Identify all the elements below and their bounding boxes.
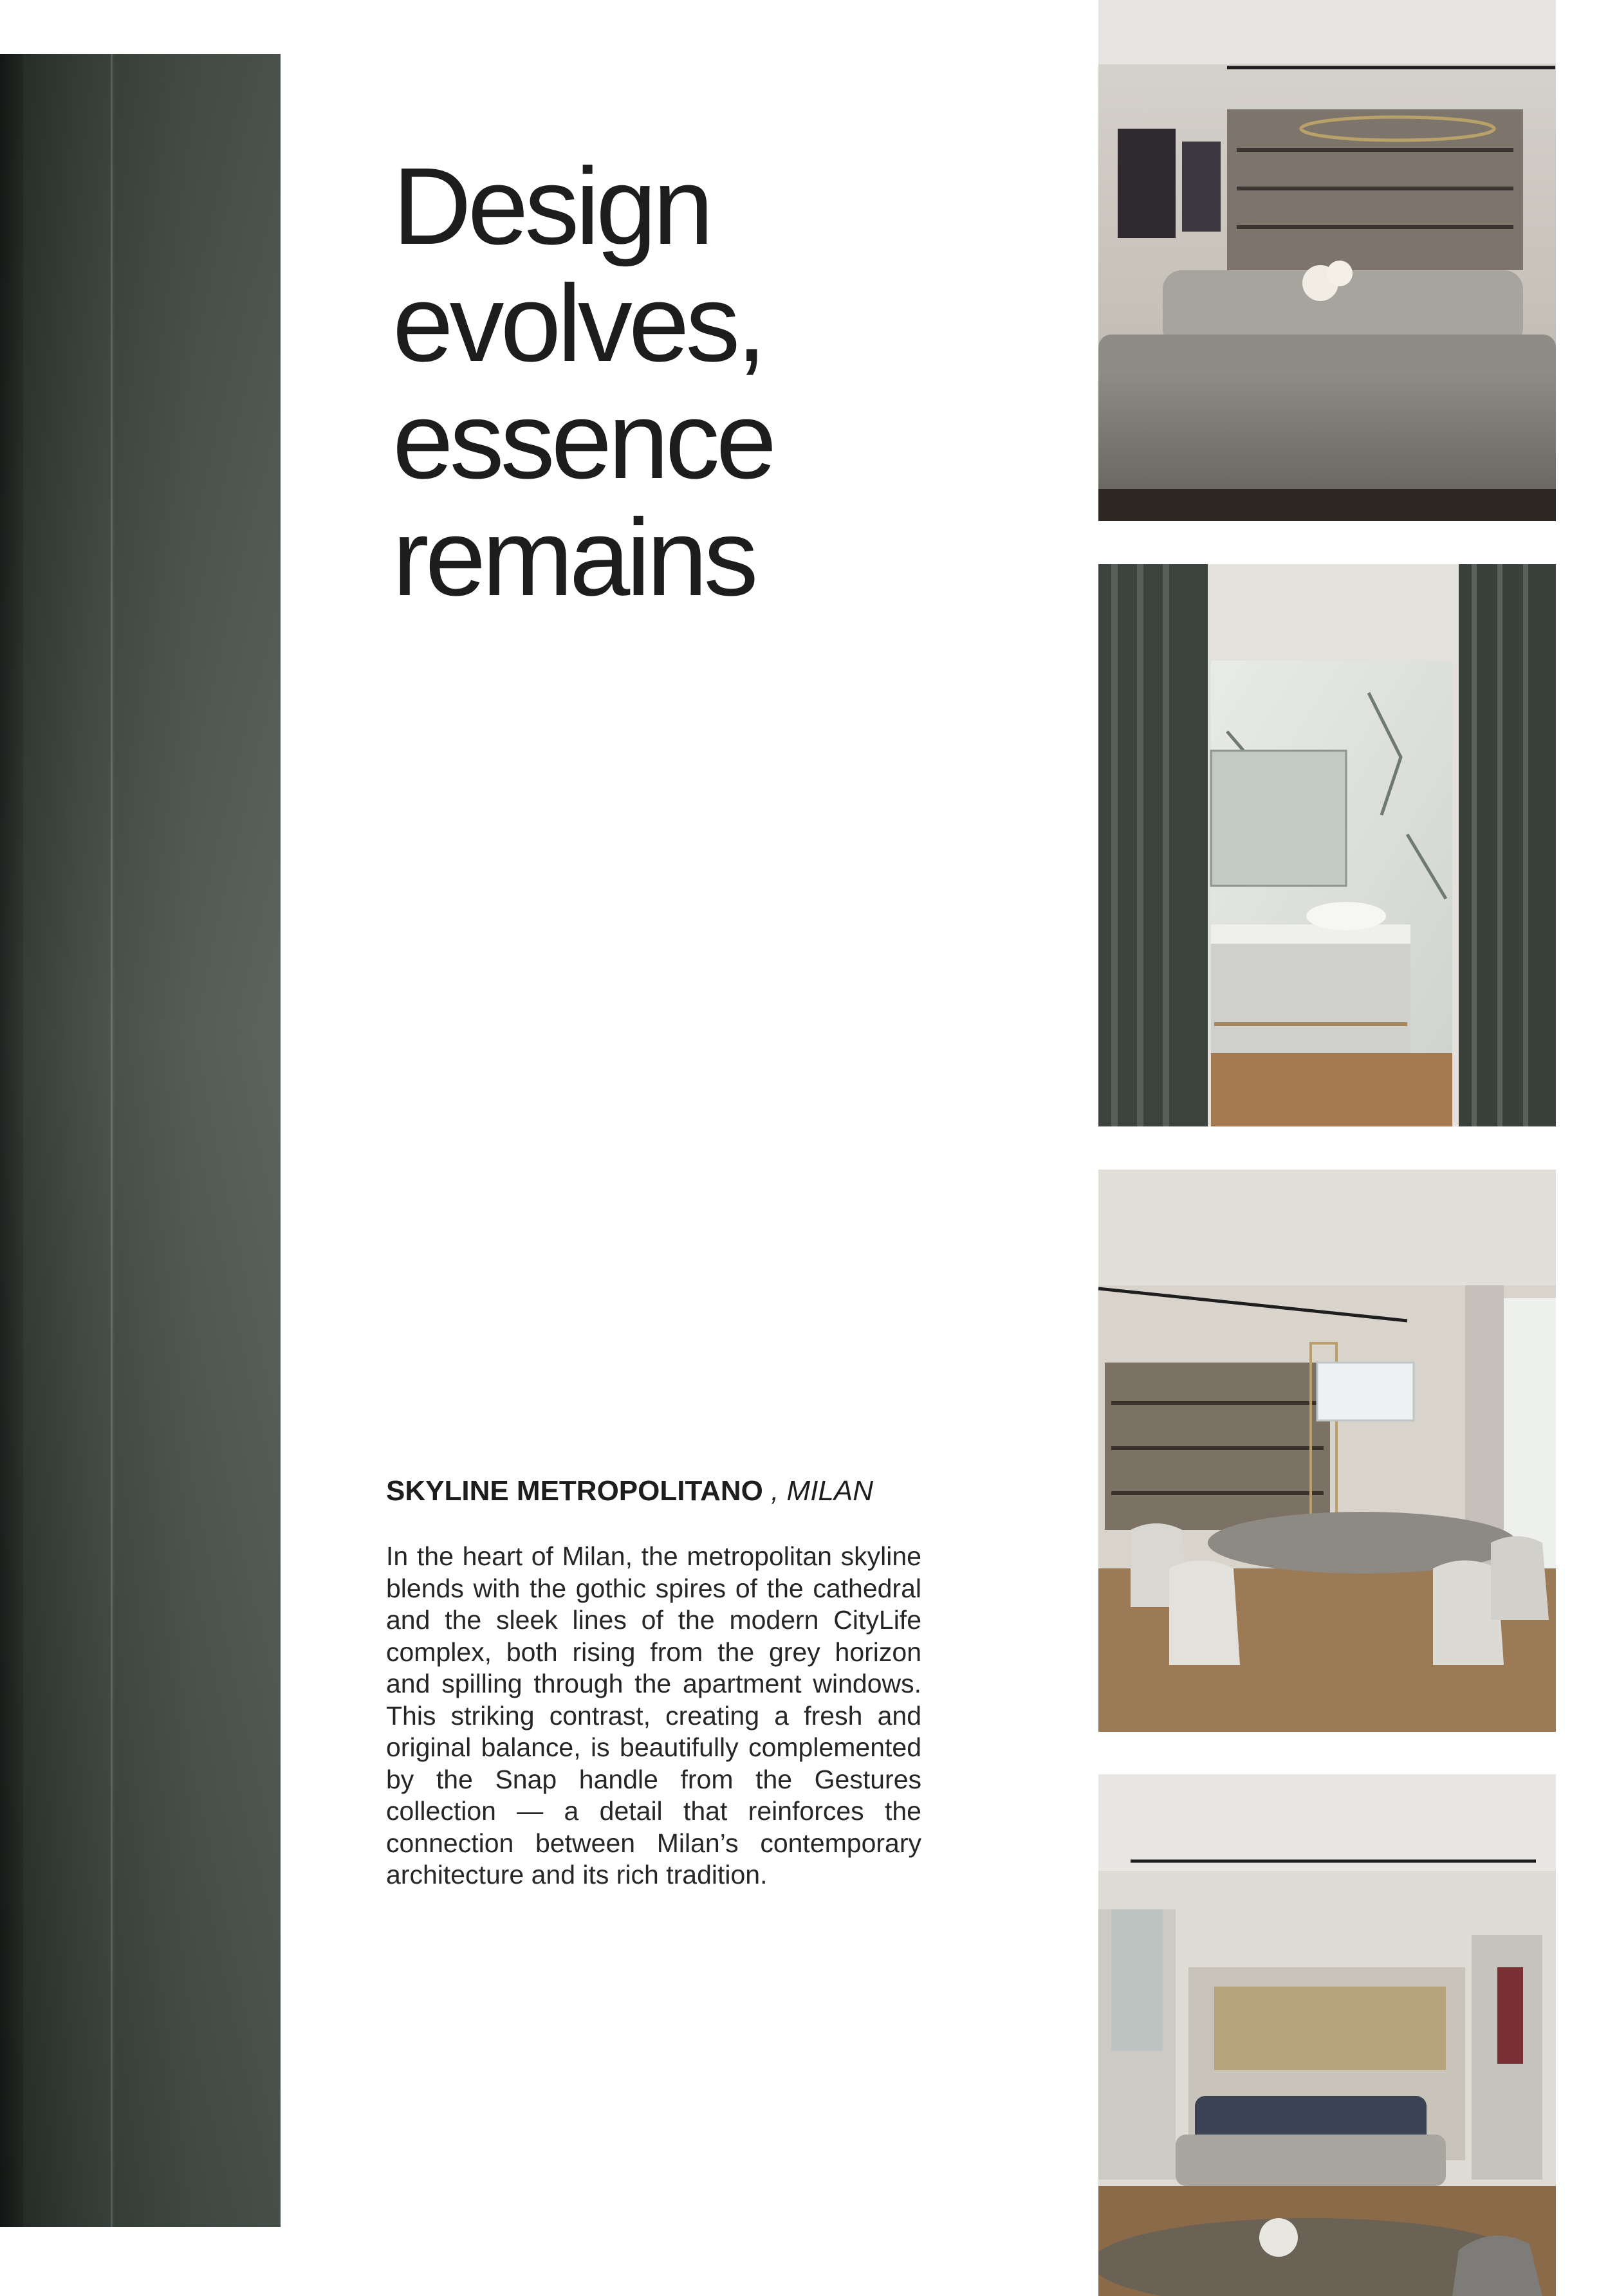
headline-line-2: evolves, bbox=[393, 262, 763, 385]
dining-room-photo bbox=[1098, 1170, 1556, 1732]
project-city: MILAN bbox=[779, 1475, 874, 1507]
project-separator: , bbox=[762, 1475, 779, 1507]
page-headline bbox=[393, 145, 882, 619]
project-title bbox=[386, 1473, 873, 1509]
headline-line-1: Design bbox=[393, 145, 710, 268]
headline-line-3: essence bbox=[393, 380, 773, 502]
project-description: In the heart of Milan, the metropolitan skyline blends with the gothic spires of the cathedral and the sleek lines of the modern CityLife complex, both rising from the grey horizon and spilling through the apartment windows. This striking contrast, creating a fresh and original balance, is beautifully complemented by the Snap handle from the Gestures collection — a detail that reinforces the connection between Milan’s contemporary architecture and its rich tradition. bbox=[386, 1541, 921, 1889]
open-space-photo bbox=[1098, 1774, 1556, 2296]
living-room-photo bbox=[1098, 0, 1556, 521]
panel-shading bbox=[0, 54, 281, 2227]
project-name: SKYLINE METROPOLITANO bbox=[386, 1475, 763, 1507]
bathroom-photo bbox=[1098, 564, 1556, 1126]
headline-line-4: remains bbox=[393, 497, 755, 619]
door-panel-image bbox=[0, 54, 281, 2227]
